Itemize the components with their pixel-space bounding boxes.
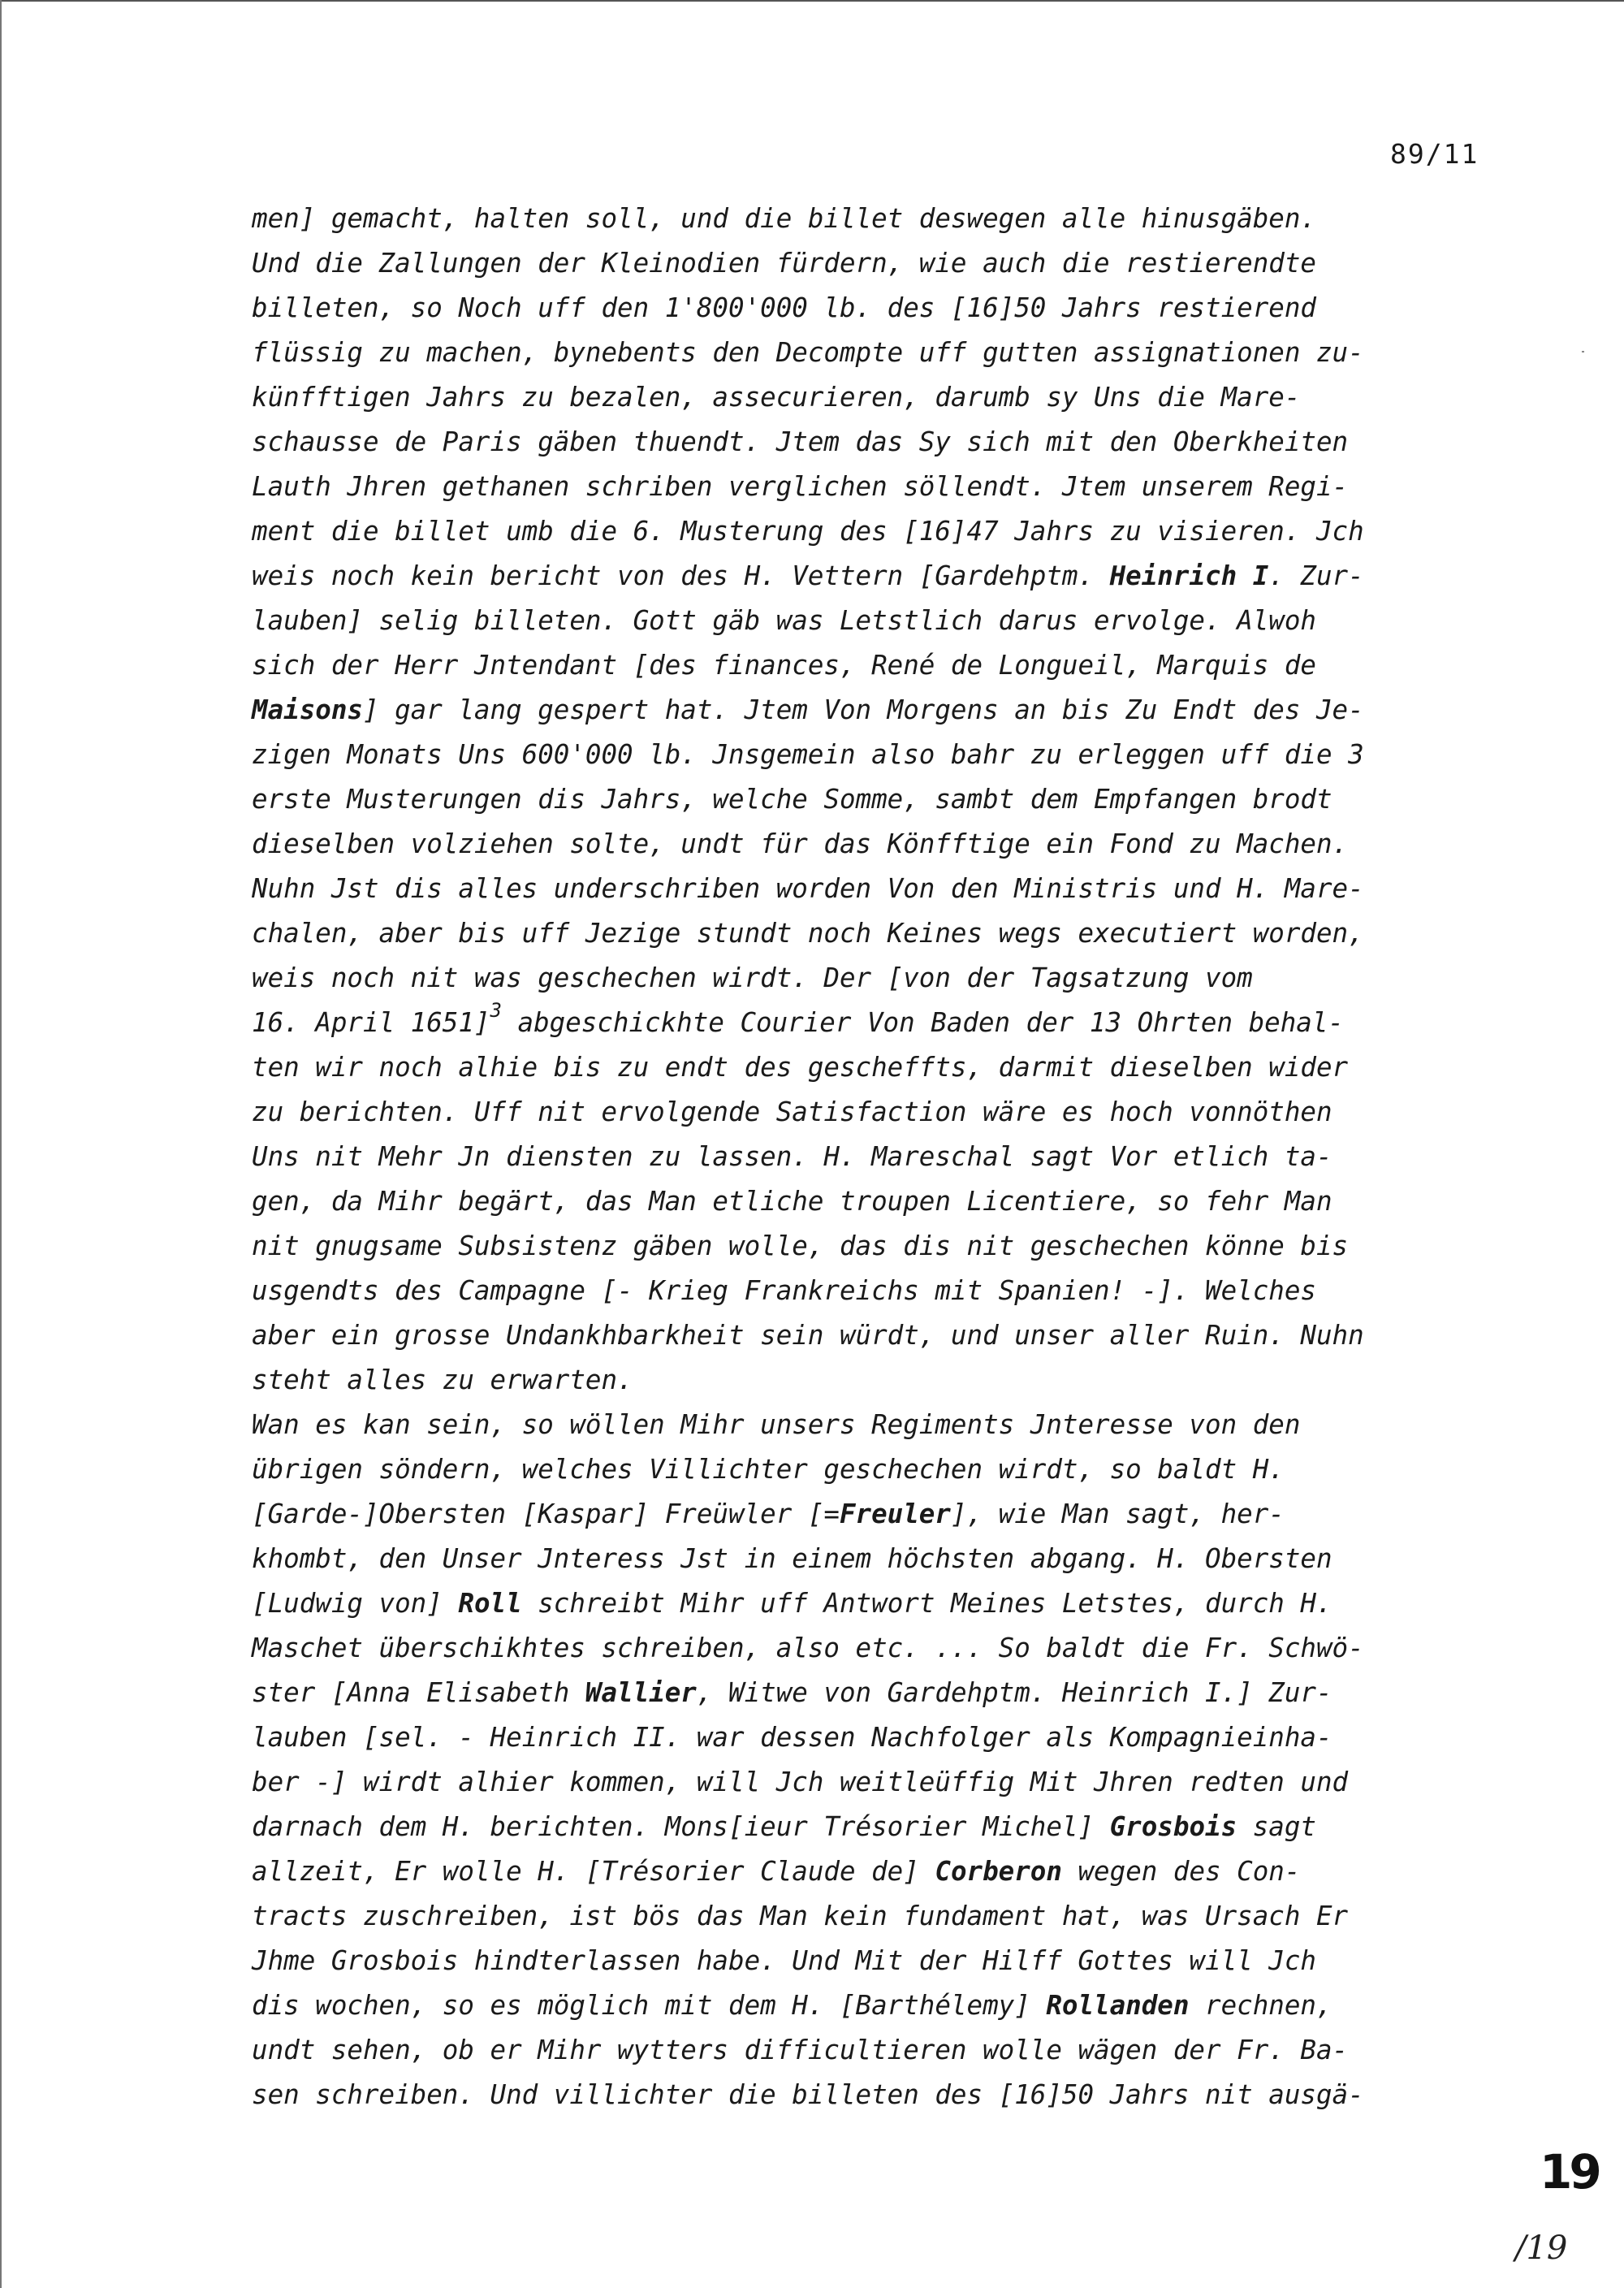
text-segment: übrigen söndern, welches Villichter geschechen wirdt, so baldt H. bbox=[252, 1454, 1285, 1485]
text-line bbox=[252, 1894, 1506, 1939]
text-line bbox=[252, 1715, 1506, 1760]
text-line bbox=[252, 867, 1506, 911]
text-segment: lauben] selig billeten. Gott gäb was Letstlich darus ervolge. Alwoh bbox=[252, 605, 1316, 636]
text-line bbox=[252, 1090, 1506, 1135]
text-line bbox=[252, 1805, 1506, 1849]
text-segment: billeten, so Noch uff den 1'800'000 lb. des [16]50 Jahrs restierend bbox=[252, 292, 1316, 323]
text-line bbox=[252, 688, 1506, 733]
text-segment: weis noch kein bericht von des H. Vettern [Gardehptm. bbox=[252, 560, 1110, 591]
text-line bbox=[252, 2073, 1506, 2117]
text-segment: dieselben volziehen solte, undt für das Könfftige ein Fond zu Machen. bbox=[252, 828, 1349, 859]
text-line bbox=[252, 1537, 1506, 1581]
text-line bbox=[252, 554, 1506, 599]
folio-stamp: 19 bbox=[1540, 2144, 1599, 2199]
text-line bbox=[252, 822, 1506, 867]
text-segment: ster [Anna Elisabeth bbox=[252, 1677, 585, 1708]
bold-name: Freuler bbox=[839, 1499, 951, 1529]
scan-speck bbox=[1582, 351, 1584, 352]
text-segment: künfftigen Jahrs zu bezalen, assecurieren, darumb sy Uns die Mare- bbox=[252, 382, 1301, 413]
text-line bbox=[252, 1001, 1506, 1045]
text-segment: [Garde-]Obersten [Kaspar] Freüwler [= bbox=[252, 1499, 840, 1529]
text-segment: ten wir noch alhie bis zu endt des gescheffts, darmit dieselben wider bbox=[252, 1052, 1349, 1083]
text-line bbox=[252, 197, 1506, 241]
text-line bbox=[252, 241, 1506, 286]
text-segment: nit gnugsame Subsistenz gäben wolle, das dis nit geschechen könne bis bbox=[252, 1231, 1349, 1261]
text-segment: ] gar lang gespert hat. Jtem Von Morgens an bis Zu Endt des Je- bbox=[362, 694, 1364, 725]
text-line bbox=[252, 1135, 1506, 1179]
text-segment: wegen des Con- bbox=[1061, 1856, 1301, 1887]
text-segment: usgendts des Campagne [- Krieg Frankreichs mit Spanien! -]. Welches bbox=[252, 1275, 1316, 1306]
bold-name: Grosbois bbox=[1109, 1811, 1237, 1842]
text-line bbox=[252, 1849, 1506, 1894]
text-segment: Wan es kan sein, so wöllen Mihr unsers Regiments Jnteresse von den bbox=[252, 1409, 1301, 1440]
bold-name: Maisons bbox=[252, 694, 363, 725]
text-line bbox=[252, 1269, 1506, 1313]
text-segment: schausse de Paris gäben thuendt. Jtem das Sy sich mit den Oberkheiten bbox=[252, 426, 1349, 457]
text-segment: khombt, den Unser Jnteress Jst in einem höchsten abgang. H. Obersten bbox=[252, 1543, 1332, 1574]
bold-name: Heinrich I bbox=[1109, 560, 1269, 591]
text-segment: allzeit, Er wolle H. [Trésorier Claude de] bbox=[252, 1856, 935, 1887]
text-line bbox=[252, 1313, 1506, 1358]
text-line bbox=[252, 1671, 1506, 1715]
text-line bbox=[252, 2028, 1506, 2073]
text-segment: ], wie Man sagt, her- bbox=[950, 1499, 1285, 1529]
bold-name: Rollanden bbox=[1046, 1990, 1190, 2021]
text-line bbox=[252, 1492, 1506, 1537]
text-line bbox=[252, 599, 1506, 643]
text-segment: Jhme Grosbois hindterlassen habe. Und Mit der Hilff Gottes will Jch bbox=[252, 1945, 1316, 1976]
text-line bbox=[252, 1179, 1506, 1224]
text-segment: flüssig zu machen, bynebents den Decompte uff gutten assignationen zu- bbox=[252, 337, 1364, 368]
text-line bbox=[252, 1983, 1506, 2028]
text-line bbox=[252, 375, 1506, 420]
text-segment: , Witwe von Gardehptm. Heinrich I.] Zur- bbox=[696, 1677, 1332, 1708]
text-segment: sen schreiben. Und villichter die billeten des [16]50 Jahrs nit ausgä- bbox=[252, 2079, 1364, 2110]
text-segment: sich der Herr Jntendant [des finances, René de Longueil, Marquis de bbox=[252, 650, 1316, 681]
scan-left-edge bbox=[0, 0, 2, 2288]
text-line bbox=[252, 643, 1506, 688]
text-line bbox=[252, 1224, 1506, 1269]
text-segment: tracts zuschreiben, ist bös das Man kein fundament hat, was Ursach Er bbox=[252, 1901, 1349, 1931]
bold-name: Wallier bbox=[585, 1677, 697, 1708]
text-segment: weis noch nit was geschechen wirdt. Der [von der Tagsatzung vom bbox=[252, 962, 1253, 993]
text-segment: chalen, aber bis uff Jezige stundt noch Keines wegs executiert worden, bbox=[252, 918, 1364, 949]
text-line bbox=[252, 509, 1506, 554]
text-line bbox=[252, 956, 1506, 1001]
bold-name: Roll bbox=[458, 1588, 522, 1619]
text-segment: men] gemacht, halten soll, und die billet deswegen alle hinusgäben. bbox=[252, 203, 1316, 234]
text-segment: rechnen, bbox=[1189, 1990, 1332, 2021]
text-segment: gen, da Mihr begärt, das Man etliche troupen Licentiere, so fehr Man bbox=[252, 1186, 1332, 1217]
text-segment: dis wochen, so es möglich mit dem H. [Barthélemy] bbox=[252, 1990, 1047, 2021]
scan-top-edge bbox=[0, 0, 1624, 2]
text-line bbox=[252, 1581, 1506, 1626]
text-segment: Uns nit Mehr Jn diensten zu lassen. H. Mareschal sagt Vor etlich ta- bbox=[252, 1141, 1332, 1172]
text-line bbox=[252, 1403, 1506, 1447]
text-segment: Maschet überschikhtes schreiben, also etc. ... So baldt die Fr. Schwö- bbox=[252, 1633, 1364, 1663]
text-line bbox=[252, 777, 1506, 822]
text-segment: undt sehen, ob er Mihr wytters difficultieren wolle wägen der Fr. Ba- bbox=[252, 2035, 1349, 2065]
text-line bbox=[252, 1626, 1506, 1671]
text-line bbox=[252, 1447, 1506, 1492]
text-segment: lauben [sel. - Heinrich II. war dessen Nachfolger als Kompagnieinha- bbox=[252, 1722, 1332, 1753]
text-segment: ber -] wirdt alhier kommen, will Jch weitleüffig Mit Jhren redten und bbox=[252, 1767, 1349, 1797]
text-segment: 16. April 1651] bbox=[252, 1007, 490, 1038]
text-segment: schreibt Mihr uff Antwort Meines Letstes, durch H. bbox=[521, 1588, 1332, 1619]
text-segment: ment die billet umb die 6. Musterung des [16]47 Jahrs zu visieren. Jch bbox=[252, 516, 1364, 547]
text-line bbox=[252, 733, 1506, 777]
text-line bbox=[252, 420, 1506, 465]
text-segment: sagt bbox=[1237, 1811, 1316, 1842]
bold-name: Corberon bbox=[935, 1856, 1062, 1887]
text-line bbox=[252, 465, 1506, 509]
text-segment: abgeschickhte Courier Von Baden der 13 Ohrten behal- bbox=[501, 1007, 1344, 1038]
text-segment: [Ludwig von] bbox=[252, 1588, 459, 1619]
text-segment: zu berichten. Uff nit ervolgende Satisfaction wäre es hoch vonnöthen bbox=[252, 1096, 1332, 1127]
text-segment: zigen Monats Uns 600'000 lb. Jnsgemein also bahr zu erleggen uff die 3 bbox=[252, 739, 1364, 770]
text-segment: steht alles zu erwarten. bbox=[252, 1365, 633, 1395]
text-segment: . Zur- bbox=[1268, 560, 1364, 591]
text-line bbox=[252, 286, 1506, 331]
text-segment: Und die Zallungen der Kleinodien fürdern, wie auch die restierendte bbox=[252, 248, 1316, 279]
page-reference: 89/11 bbox=[1390, 138, 1479, 170]
text-line bbox=[252, 331, 1506, 375]
text-line bbox=[252, 1045, 1506, 1090]
text-segment: Nuhn Jst dis alles underschriben worden Von den Ministris und H. Mare- bbox=[252, 873, 1364, 904]
text-line bbox=[252, 1358, 1506, 1403]
text-line bbox=[252, 1760, 1506, 1805]
text-segment: aber ein grosse Undankhbarkheit sein würdt, und unser aller Ruin. Nuhn bbox=[252, 1320, 1364, 1351]
text-segment: erste Musterungen dis Jahrs, welche Somme, sambt dem Empfangen brodt bbox=[252, 784, 1332, 815]
footnote-marker: 3 bbox=[490, 999, 502, 1023]
text-segment: Lauth Jhren gethanen schriben verglichen söllendt. Jtem unserem Regi- bbox=[252, 471, 1349, 502]
document-body bbox=[252, 197, 1506, 2117]
text-segment: darnach dem H. berichten. Mons[ieur Trésorier Michel] bbox=[252, 1811, 1110, 1842]
text-line bbox=[252, 911, 1506, 956]
folio-handwritten: /19 bbox=[1515, 2230, 1568, 2267]
text-line bbox=[252, 1939, 1506, 1983]
